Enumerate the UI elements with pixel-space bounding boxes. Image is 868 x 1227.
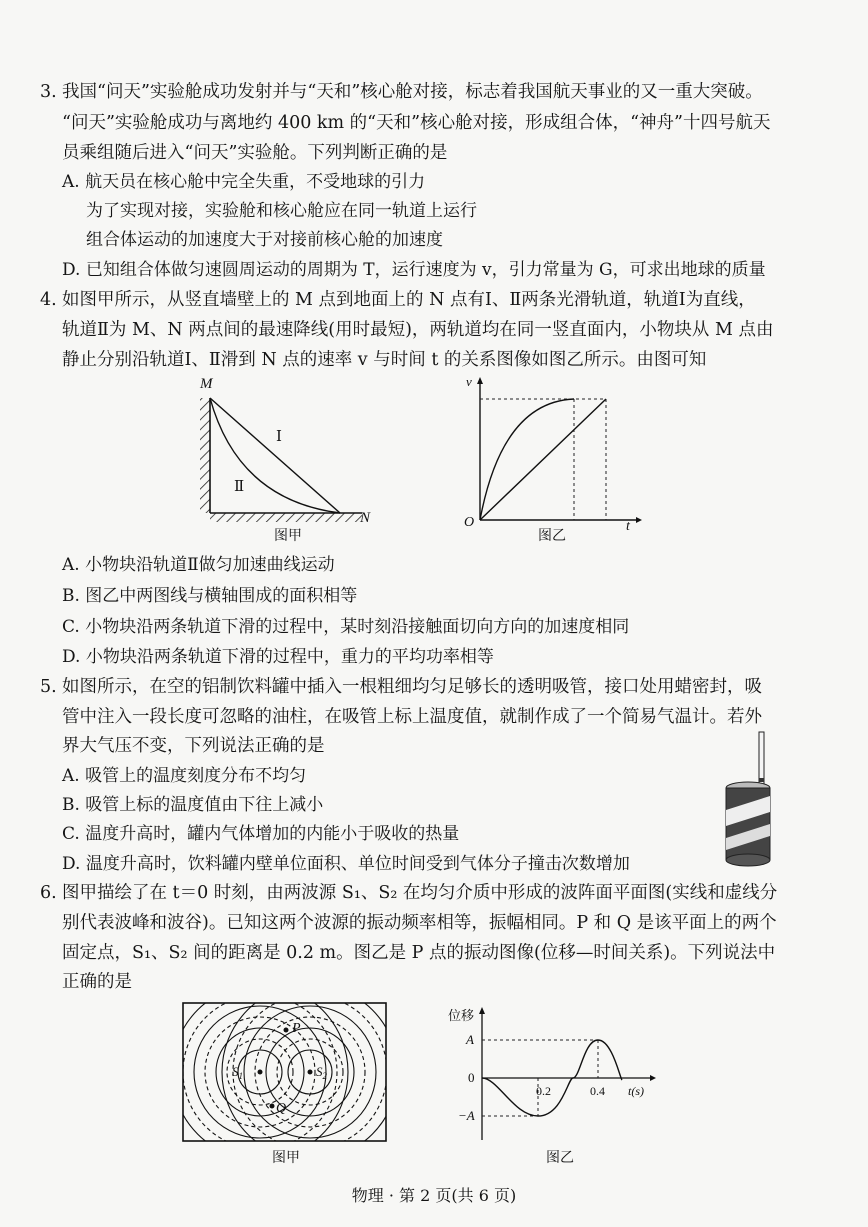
q5-option-a: A. 吸管上的温度刻度分布不均匀 bbox=[62, 766, 307, 786]
label-displacement: 位移 bbox=[448, 1008, 475, 1023]
track-i-straight bbox=[210, 398, 340, 513]
q6-figure-yi bbox=[438, 1000, 668, 1175]
q5-option-d: D. 温度升高时，饮料罐内壁单位面积、单位时间受到气体分子撞击次数增加 bbox=[62, 854, 630, 874]
q5-stem-line-3: 界大气压不变，下列说法正确的是 bbox=[62, 736, 325, 756]
oil-column bbox=[759, 778, 764, 782]
q3-stem-line-3: 员乘组随后进入“问天”实验舱。下列判断正确的是 bbox=[62, 143, 448, 163]
q3-option-b: 为了实现对接，实验舱和核心舱应在同一轨道上运行 bbox=[86, 201, 477, 221]
q4-option-d: D. 小物块沿两条轨道下滑的过程中，重力的平均功率相等 bbox=[62, 647, 494, 667]
can-bottom bbox=[726, 854, 770, 866]
q3-option-d: D. 已知组合体做匀速圆周运动的周期为 T，运行速度为 v，引力常量为 G，可求出地球的质量 bbox=[62, 260, 766, 280]
q5-can-figure bbox=[718, 730, 778, 870]
tick-0-2: 0.2 bbox=[536, 1084, 551, 1098]
q4-option-c: C. 小物块沿两条轨道下滑的过程中，某时刻沿接触面切向方向的加速度相同 bbox=[62, 617, 630, 637]
q5-stem-line-1: 如图所示，在空的铝制饮料罐中插入一根粗细均匀足够长的透明吸管，接口处用蜡密封，吸 bbox=[62, 677, 762, 697]
s1-point bbox=[258, 1070, 263, 1075]
q-point bbox=[270, 1104, 275, 1109]
q3-number: 3. bbox=[40, 82, 57, 102]
p-point bbox=[284, 1028, 289, 1033]
q3-stem-line-2: “问天”实验舱成功与离地约 400 km 的“天和”核心舱对接，形成组合体，“神舟”十四号航天 bbox=[62, 113, 771, 133]
label-time: t(s) bbox=[628, 1084, 644, 1098]
label-n: N bbox=[360, 510, 371, 526]
q5-option-b: B. 吸管上标的温度值由下往上减小 bbox=[62, 795, 324, 815]
q6-stem-line-2: 别代表波峰和波谷)。已知这两个波源的振动频率相等，振幅相同。P 和 Q 是该平面上的两个 bbox=[62, 913, 777, 933]
v-axis-arrow bbox=[477, 377, 483, 384]
q3-option-c: 组合体运动的加速度大于对接前核心舱的加速度 bbox=[86, 230, 443, 250]
q4-option-b: B. 图乙中两图线与横轴围成的面积相等 bbox=[62, 586, 358, 606]
page-footer: 物理 · 第 2 页(共 6 页) bbox=[351, 1186, 517, 1205]
q4-stem-line-1: 如图甲所示，从竖直墙壁上的 M 点到地面上的 N 点有Ⅰ、Ⅱ两条光滑轨道，轨道Ⅰ为直线， bbox=[62, 290, 756, 310]
q6-stem-line-1: 图甲描绘了在 t＝0 时刻，由两波源 S₁、S₂ 在均匀介质中形成的波阵面平面图(实线和虚线分 bbox=[62, 883, 778, 903]
label-t: t bbox=[626, 519, 630, 534]
q5-stem-line-2: 管中注入一段长度可忽略的油柱，在吸管上标上温度值，就制作成了一个简易气温计。若外 bbox=[62, 707, 762, 727]
label-p: P bbox=[292, 1021, 301, 1036]
wall-hatch bbox=[200, 398, 210, 513]
displacement-axis-arrow bbox=[479, 1007, 485, 1014]
q6-number: 6. bbox=[40, 883, 57, 903]
ground-hatch bbox=[210, 513, 362, 522]
line-track-i bbox=[480, 399, 606, 520]
q6-figure-jia bbox=[180, 1000, 390, 1175]
s2-point bbox=[308, 1070, 313, 1075]
label-s1: $S_1$ bbox=[232, 1064, 243, 1081]
q4-stem-line-3: 静止分别沿轨道Ⅰ、Ⅱ滑到 N 点的速率 v 与时间 t 的关系图像如图乙所示。由图可知 bbox=[62, 350, 707, 370]
label-a: A bbox=[466, 1032, 474, 1047]
label-q: Q bbox=[276, 1101, 287, 1116]
q5-option-c: C. 温度升高时，罐内气体增加的内能小于吸收的热量 bbox=[62, 824, 460, 844]
q3-option-a: A. 航天员在核心舱中完全失重，不受地球的引力 bbox=[62, 172, 426, 192]
label-v: v bbox=[466, 374, 472, 389]
q4-number: 4. bbox=[40, 290, 57, 310]
t-axis-arrow bbox=[636, 517, 642, 523]
label-zero: 0 bbox=[468, 1070, 475, 1085]
caption-q6-jia: 图甲 bbox=[272, 1151, 300, 1166]
q6-stem-line-3: 固定点，S₁、S₂ 间的距离是 0.2 m。图乙是 P 点的振动图像(位移—时间关系)。下列说法中 bbox=[62, 943, 776, 963]
label-track-i: Ⅰ bbox=[276, 429, 282, 445]
q3-stem-line-1: 我国“问天”实验舱成功发射并与“天和”核心舱对接，标志着我国航天事业的又一重大突破。 bbox=[62, 82, 763, 102]
label-s2: $S_2$ bbox=[316, 1064, 327, 1081]
q4-option-a: A. 小物块沿轨道Ⅱ做匀加速曲线运动 bbox=[62, 555, 335, 575]
q4-figure-yi bbox=[458, 372, 648, 547]
label-neg-a: −A bbox=[458, 1108, 475, 1123]
q6-stem-line-4: 正确的是 bbox=[62, 972, 132, 992]
label-o: O bbox=[464, 515, 475, 530]
curve-track-ii bbox=[480, 399, 574, 520]
label-track-ii: Ⅱ bbox=[234, 479, 245, 495]
caption-q4-yi: 图乙 bbox=[538, 529, 566, 544]
time-axis-arrow bbox=[650, 1075, 656, 1081]
q4-stem-line-2: 轨道Ⅱ为 M、N 两点间的最速降线(用时最短)，两轨道均在同一竖直面内，小物块从 M 点由 bbox=[62, 320, 774, 340]
q5-number: 5. bbox=[40, 677, 57, 697]
caption-q6-yi: 图乙 bbox=[546, 1151, 574, 1166]
caption-q4-jia: 图甲 bbox=[274, 529, 302, 544]
q4-figure-jia bbox=[190, 370, 390, 545]
label-m: M bbox=[200, 376, 213, 392]
tick-0-4: 0.4 bbox=[590, 1084, 605, 1098]
